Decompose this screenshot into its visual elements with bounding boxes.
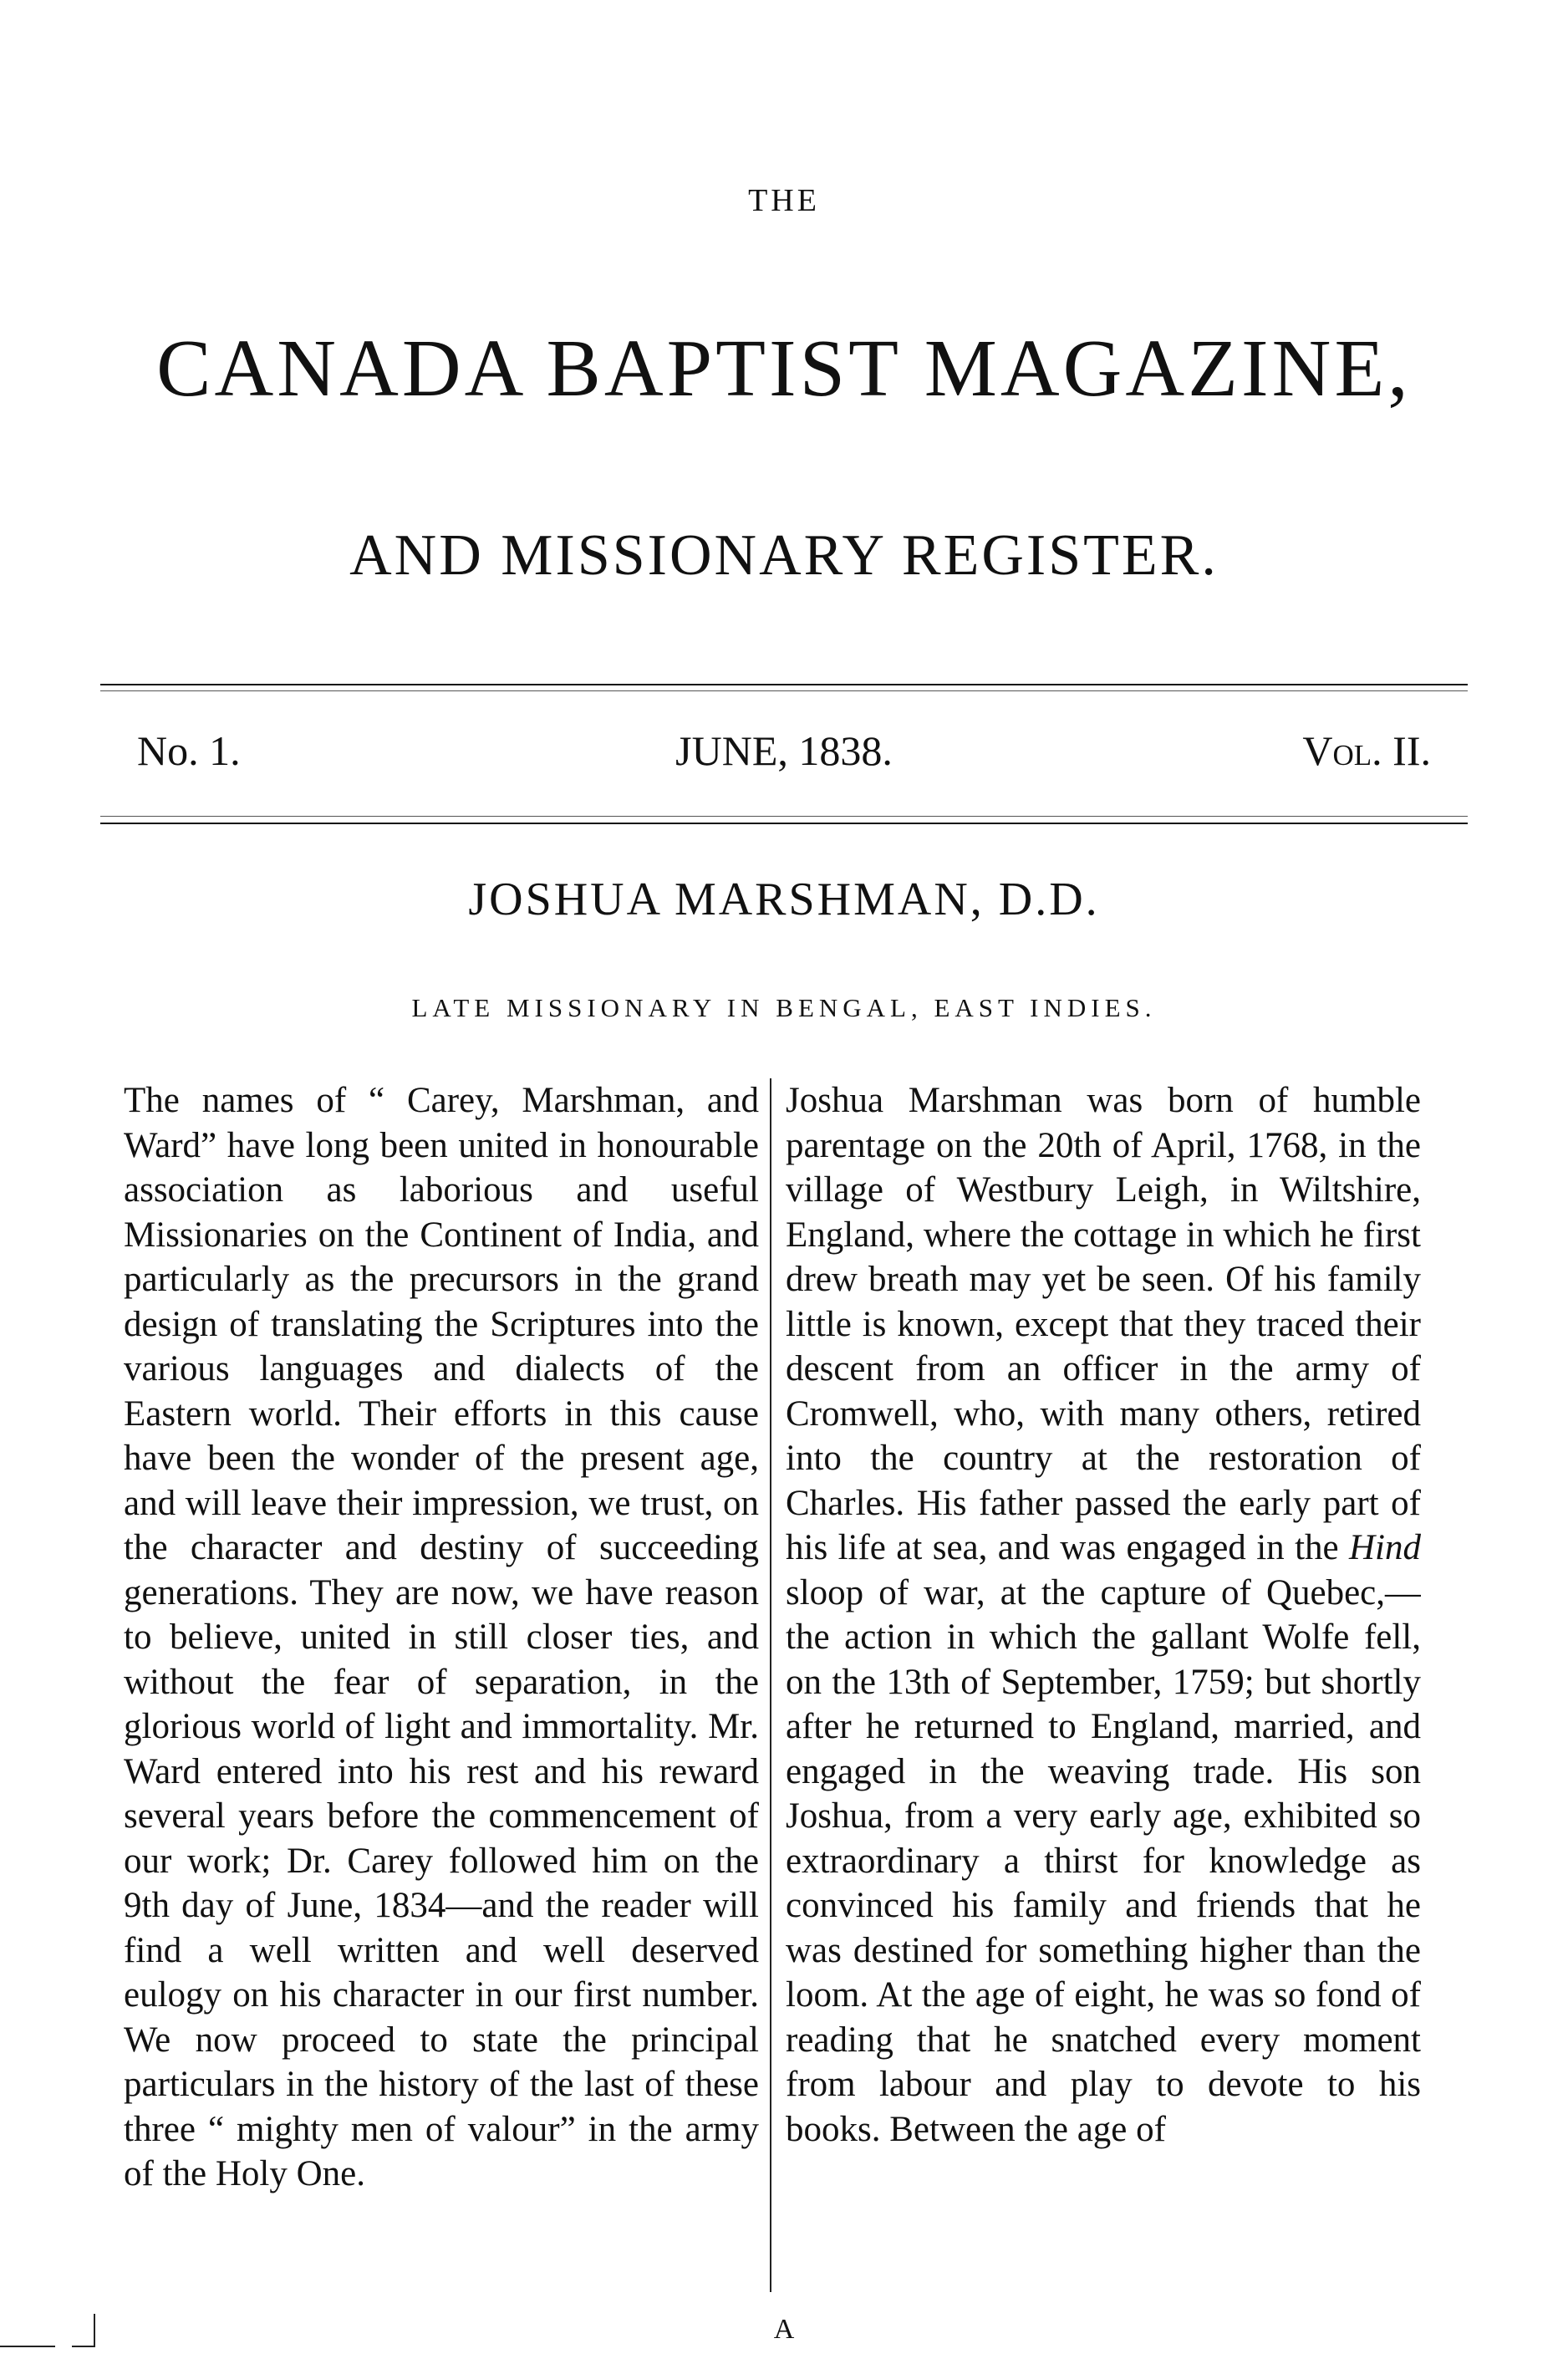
article-title: JOSHUA MARSHMAN, D.D. [468,874,1100,925]
signature-mark: A [773,2314,795,2345]
issue-number: No. 1. [137,727,241,774]
right-column-text-start: Joshua Marshman was born of humble parentage on the 20th of April, 1768, in the village of Westbury Leigh, in Wiltshire, England, where the cottage in which he first drew breath may yet be seen. Of his family little is known, except that they traced their descent from an officer in the army of Cromwell, who, with many others, retired into the country at the restoration of Charles. His father passed the early part of his life at sea, and was engaged in the [786,1081,1421,1567]
issue-date: JUNE, 1838. [675,727,893,774]
masthead-the: THE [748,183,820,218]
top-rule [100,684,1468,685]
magazine-subtitle: AND MISSIONARY REGISTER. [349,523,1219,588]
bottom-rule [100,823,1468,824]
magazine-title: CANADA BAPTIST MAGAZINE, [156,323,1412,414]
scan-artifact-line-short [72,2346,94,2347]
right-column [786,1078,1421,2275]
bottom-rule-thin [100,816,1468,817]
left-column-text: The names of “ Carey, Marshman, and Ward” have long been united in honourable association as laborious and useful Missionaries on the Continent of India, and particularly as the precursors in the grand design of translating the Scriptures into the various languages and dialects of the Eastern world. Their efforts in this cause have been the wonder of the present age, and will leave their impression, we trust, on the character and destiny of succeeding generations. They are now, we have reason to believe, united in still closer ties, and without the fear of separation, in the glorious world of light and immortality. Mr. Ward entered into his rest and his reward several years before the commencement of our work; Dr. Carey followed him on the 9th day of June, 1834—and the reader will find a well written and well deserved eulogy on his character in our first number. We now proceed to state the principal particulars in the history of the last of these three “ mighty men of valour” in the army of the Holy One. [124,1081,759,2193]
ship-name: Hind [1349,1528,1421,1567]
scan-artifact-tick [94,2314,95,2347]
right-column-text-end: sloop of war, at the capture of Quebec,—the action in which the gallant Wolfe fell, on the 13th of September, 1759; but shortly after he returned to England, married, and engaged in the weaving trade. His son Joshua, from a very early age, exhibited so extraordinary a thirst for knowledge as convinced his family and friends that he was destined for something higher than the loom. At the age of eight, he was so fond of reading that he snatched every moment from labour and play to devote to his books. Between the age of [786,1572,1421,2149]
top-rule-thin [100,690,1468,691]
right-column-text [786,1078,1421,2152]
left-column [124,1078,759,2275]
column-divider [770,1078,771,2292]
scan-artifact-line [0,2346,55,2347]
issue-line [137,726,1431,776]
issue-volume: Vol. II. [1302,727,1431,774]
article-subtitle: LATE MISSIONARY IN BENGAL, EAST INDIES. [411,993,1157,1022]
